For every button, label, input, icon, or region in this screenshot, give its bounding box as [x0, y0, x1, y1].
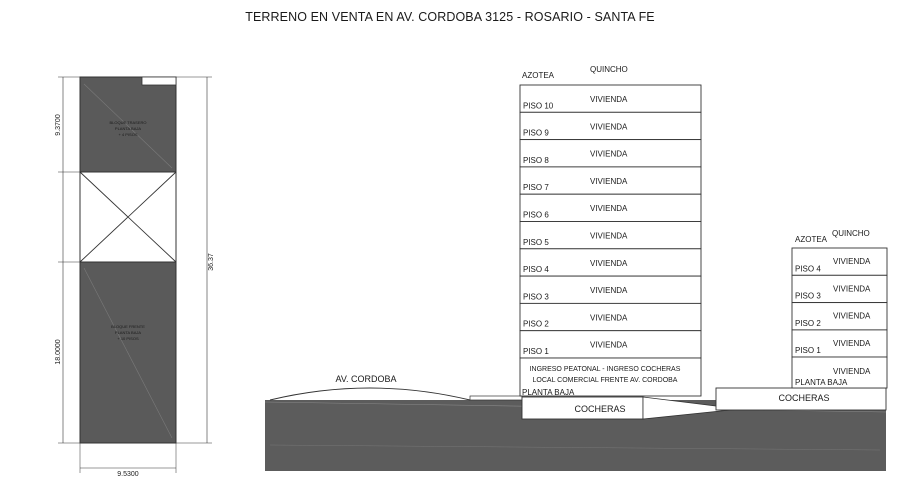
rear-ground-use: VIVIENDA: [833, 367, 871, 376]
floor-use: VIVIENDA: [833, 311, 871, 321]
rear-tower: [792, 248, 887, 357]
floor-label: PISO 1: [523, 347, 549, 356]
front-ground-label: PLANTA BAJA: [522, 388, 575, 397]
floor-use: VIVIENDA: [590, 122, 628, 132]
floor-label: PISO 3: [523, 292, 549, 302]
dimension-width: 9.5300: [117, 471, 139, 478]
floor-use: VIVIENDA: [833, 284, 871, 294]
drawing-title: TERRENO EN VENTA EN AV. CORDOBA 3125 - ROSARIO - SANTA FE: [245, 10, 655, 24]
front-azotea: AZOTEA: [522, 71, 555, 80]
rear-block-label: PLANTA BAJA: [114, 126, 142, 131]
floor-label: PISO 9: [523, 128, 549, 138]
front-block-label: PLANTA BAJA: [114, 330, 142, 335]
front-block-label: + 10 PISOS: [117, 336, 139, 341]
basement-rear-label: COCHERAS: [778, 393, 830, 403]
dimension-front: 18.0000: [55, 339, 62, 365]
street-label: AV. CORDOBA: [335, 374, 397, 384]
site-plan: [55, 77, 215, 478]
floor-use: VIVIENDA: [590, 95, 628, 104]
floor-label: PISO 6: [523, 210, 549, 220]
rear-quincho: QUINCHO: [832, 229, 870, 238]
section-view: [265, 65, 887, 471]
dimension-total: 36.37: [208, 253, 215, 271]
floor-label: PISO 1: [795, 346, 821, 356]
rear-azotea: AZOTEA: [795, 235, 828, 244]
front-ground-line1: INGRESO PEATONAL - INGRESO COCHERAS: [529, 366, 681, 373]
floor-use: VIVIENDA: [833, 338, 871, 348]
rear-block-notch: [142, 77, 176, 85]
floor-use: VIVIENDA: [590, 340, 628, 350]
floor-label: PISO 2: [523, 319, 549, 329]
floor-use: VIVIENDA: [590, 258, 628, 268]
front-block-label: BLOQUE FRENTE: [111, 324, 145, 329]
rear-ground-label: PLANTA BAJA: [795, 378, 848, 387]
basement-front-label: COCHERAS: [574, 404, 626, 414]
sidewalk: [470, 396, 522, 400]
front-quincho: QUINCHO: [590, 65, 628, 74]
floor-label: PISO 3: [795, 291, 821, 301]
front-tower: [520, 85, 701, 358]
rear-block-label: BLOQUE TRASERO: [109, 120, 147, 125]
floor-label: PISO 10: [523, 101, 554, 111]
dimension-rear: 9.3700: [55, 114, 62, 136]
front-ground-line2: LOCAL COMERCIAL FRENTE AV. CORDOBA: [532, 377, 678, 384]
floor-use: VIVIENDA: [833, 257, 871, 266]
floor-use: VIVIENDA: [590, 231, 628, 241]
floor-label: PISO 2: [795, 318, 821, 328]
floor-use: VIVIENDA: [590, 176, 628, 186]
street-curve: [270, 388, 470, 400]
floor-use: VIVIENDA: [590, 204, 628, 214]
floor-use: VIVIENDA: [590, 149, 628, 159]
floor-use: VIVIENDA: [590, 286, 628, 296]
floor-label: PISO 4: [795, 264, 821, 274]
floor-use: VIVIENDA: [590, 313, 628, 323]
floor-label: PISO 4: [523, 265, 549, 275]
floor-label: PISO 5: [523, 237, 549, 247]
floor-label: PISO 7: [523, 183, 549, 193]
floor-label: PISO 8: [523, 155, 549, 165]
rear-block-label: + 4 PISOS: [118, 132, 138, 137]
